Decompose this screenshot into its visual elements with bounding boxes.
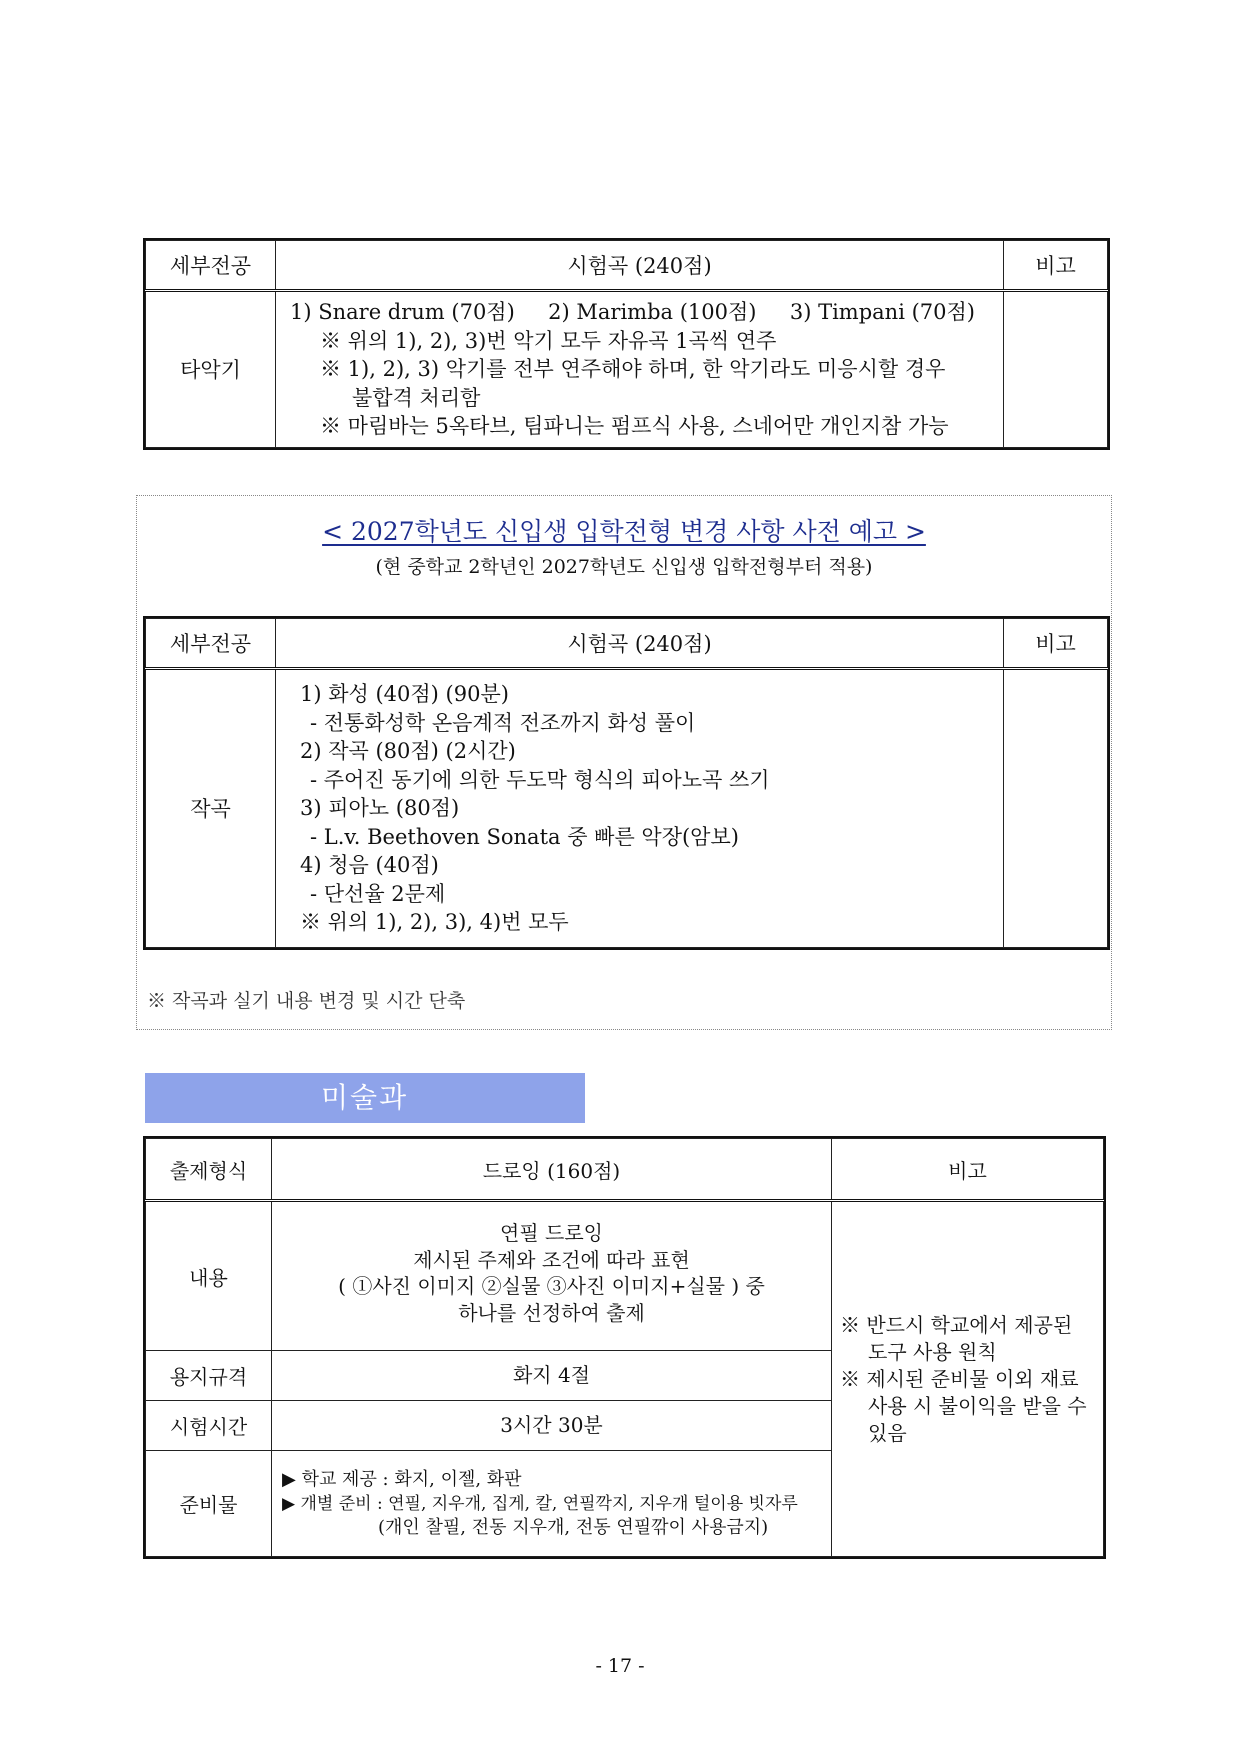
notice-subtitle: (현 중학교 2학년인 2027학년도 신입생 입학전형부터 적용) [375,556,873,578]
art-remark [832,1201,1104,1557]
notice-footnote: ※ 작곡과 실기 내용 변경 및 시간 단축 [147,990,466,1012]
header-pieces: 시험곡 (240점) [276,619,1004,669]
table-header-row [146,241,1108,291]
header-major: 세부전공 [146,241,276,291]
header-drawing: 드로잉 (160점) [272,1139,832,1201]
header-remark: 비고 [1004,241,1108,291]
remark-line: 도구 사용 원칙 [868,1339,997,1364]
item-detail: - L.v. Beethoven Sonata 중 빠른 악장(암보) [310,824,739,849]
item-detail: - 전통화성학 온음계적 전조까지 화성 풀이 [310,710,696,735]
composition-pieces [276,669,1004,948]
table-row [146,1201,1104,1351]
composition-remark [1004,669,1108,948]
row-label-paper: 용지규격 [146,1351,272,1401]
item-detail: - 단선율 2문제 [310,881,446,906]
note-line: 불합격 처리함 [352,385,481,410]
header-remark: 비고 [832,1139,1104,1201]
remark-line: ※ 제시된 준비물 이외 재료 [840,1366,1079,1391]
note-line: ※ 1), 2), 3) 악기를 전부 연주해야 하며, 한 악기라도 미응시할 경우 [320,357,946,381]
row-label-content: 내용 [146,1201,272,1351]
note-line: ※ 위의 1), 2), 3)번 악기 모두 자유곡 1곡씩 연주 [320,328,777,353]
major-composition: 작곡 [146,669,276,948]
notice-title: < 2027학년도 신입생 입학전형 변경 사항 사전 예고 > [322,517,926,546]
pieces-line: 1) Snare drum (70점) 2) Marimba (100점) 3) Timpani (70점) [290,300,975,324]
remark-line: 사용 시 불이익을 받을 수 [868,1393,1087,1418]
supplies-line: (개인 찰필, 전동 지우개, 전동 연필깎이 사용금지) [378,1516,769,1538]
item-line: 1) 화성 (40점) (90분) [300,682,509,706]
item-line: 3) 피아노 (80점) [300,796,460,820]
major-percussion: 타악기 [146,291,276,448]
item-detail: - 주어진 동기에 의한 두도막 형식의 피아노곡 쓰기 [310,767,770,792]
table-row [146,291,1108,448]
header-major: 세부전공 [146,619,276,669]
table-header-row [146,619,1108,669]
content-description [272,1201,832,1351]
supplies-line: ▶ 학교 제공 : 화지, 이젤, 화판 [282,1468,522,1490]
header-pieces: 시험곡 (240점) [276,241,1004,291]
content-line: 하나를 선정하여 출제 [458,1300,645,1325]
composition-table [145,618,1108,948]
row-label-supplies: 준비물 [146,1451,272,1557]
note-line: ※ 위의 1), 2), 3), 4)번 모두 [300,910,569,934]
paper-size-value: 화지 4절 [272,1351,832,1401]
art-table [145,1138,1104,1557]
percussion-table [145,240,1108,448]
supplies-line: ▶ 개별 준비 : 연필, 지우개, 집게, 칼, 연필깍지, 지우개 털이용 빗자루 [282,1493,798,1514]
item-line: 4) 청음 (40점) [300,853,439,877]
table-row [146,669,1108,948]
item-line: 2) 작곡 (80점) (2시간) [300,739,516,763]
header-remark: 비고 [1004,619,1108,669]
art-section-heading: 미술과 [145,1073,585,1123]
header-format: 출제형식 [146,1139,272,1201]
row-label-time: 시험시간 [146,1401,272,1451]
content-line: ( ①사진 이미지 ②실물 ③사진 이미지+실물 ) 중 [338,1274,765,1298]
percussion-pieces [276,291,1004,448]
page-number: - 17 - [595,1655,645,1677]
supplies-list [272,1451,832,1557]
note-line: ※ 마림바는 5옥타브, 팀파니는 펌프식 사용, 스네어만 개인지참 가능 [320,414,949,438]
exam-time-value: 3시간 30분 [272,1401,832,1451]
table-header-row [146,1139,1104,1201]
remark-line: 있음 [868,1420,907,1445]
remark-line: ※ 반드시 학교에서 제공된 [840,1312,1073,1337]
content-line: 연필 드로잉 [500,1221,603,1245]
content-line: 제시된 주제와 조건에 따라 표현 [413,1247,690,1272]
percussion-remark [1004,291,1108,448]
